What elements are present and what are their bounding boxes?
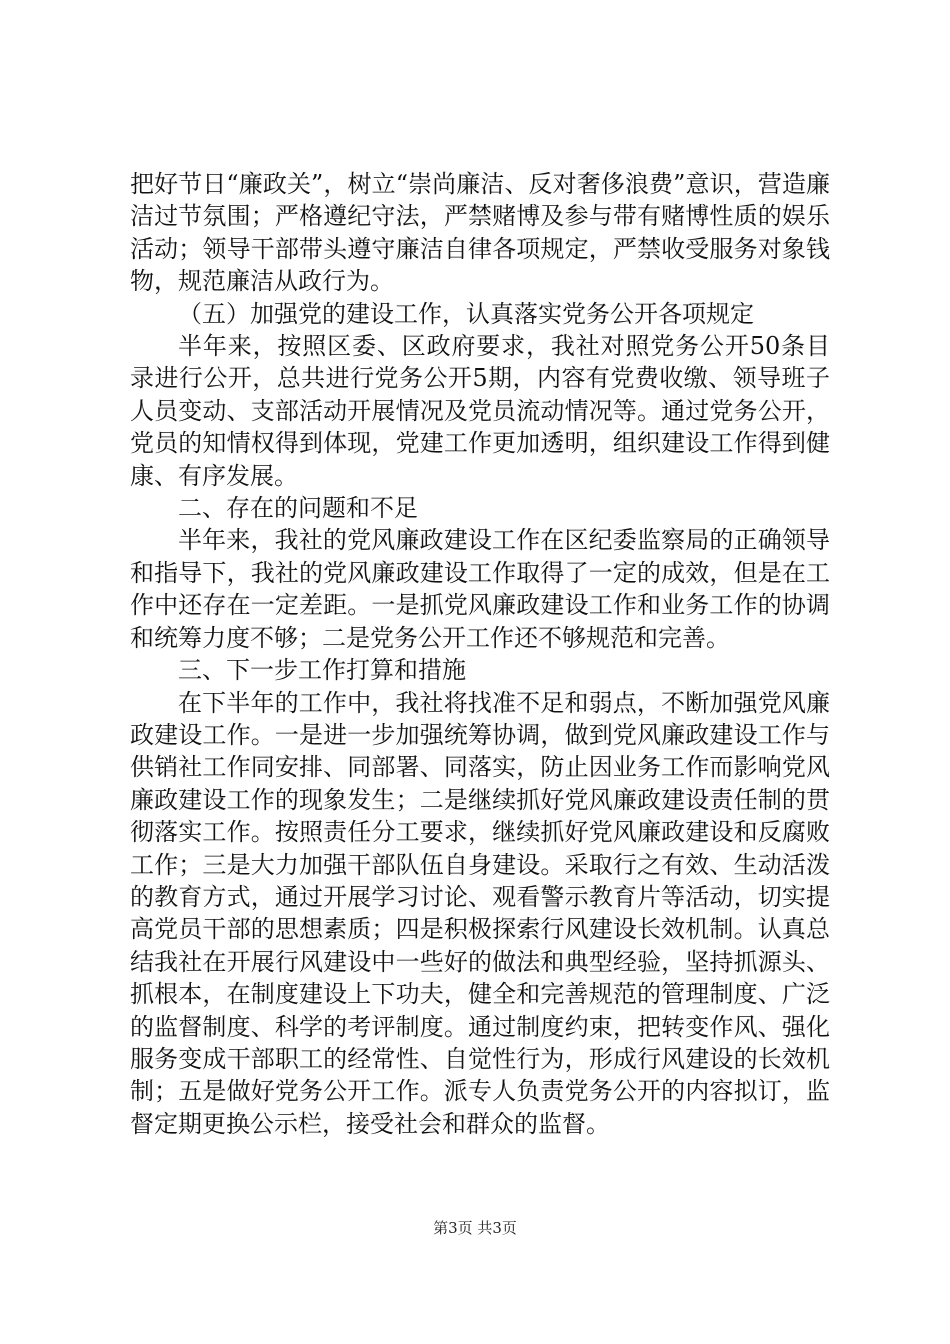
paragraph-problems: 半年来，我社的党风廉政建设工作在区纪委监察局的正确领导和指导下，我社的党风廉政建设工作取得了一定的成效，但是在工作中还存在一定差距。一是抓党风廉政建设工作和业务工作的协调和统筹力度不够；二是党务公开工作还不够规范和完善。 <box>130 526 830 652</box>
page-footer: 第3页 共3页 <box>433 1219 517 1237</box>
section-heading-next-steps: 三、下一步工作打算和措施 <box>178 656 466 685</box>
paragraph-next-steps: 在下半年的工作中，我社将找准不足和弱点，不断加强党风廉政建设工作。一是进一步加强统筹协调，做到党风廉政建设工作与供销社工作同安排、同部署、同落实，防止因业务工作而影响党风廉政建设工作的现象发生；二是继续抓好党风廉政建设责任制的贯彻落实工作。按照责任分工要求，继续抓好党风廉政建设和反腐败工作；三是大力加强干部队伍自身建设。采取行之有效、生动活泼的教育方式，通过开展学习讨论、观看警示教育片等活动，切实提高党员干部的思想素质；四是积极探索行风建设长效机制。认真总结我社在开展行风建设中一些好的做法和典型经验，坚持抓源头、抓根本，在制度建设上下功夫，健全和完善规范的管理制度、广泛的监督制度、科学的考评制度。通过制度约束，把转变作风、强化服务变成干部职工的经常性、自觉性行为，形成行风建设的长效机制；五是做好党务公开工作。派专人负责党务公开的内容拟订，监督定期更换公示栏，接受社会和群众的监督。 <box>130 688 830 1138</box>
paragraph-continuation: 把好节日“廉政关”，树立“崇尚廉洁、反对奢侈浪费”意识，营造廉洁过节氛围；严格遵纪守法，严禁赌博及参与带有赌博性质的娱乐活动；领导干部带头遵守廉洁自律各项规定，严禁收受服务对象钱物，规范廉洁从政行为。 <box>130 170 830 296</box>
section-heading-five: （五）加强党的建设工作，认真落实党务公开各项规定 <box>178 299 754 328</box>
section-heading-problems: 二、存在的问题和不足 <box>178 494 418 523</box>
document-body <box>130 168 830 1140</box>
paragraph-party-affairs: 半年来，按照区委、区政府要求，我社对照党务公开50条目录进行公开，总共进行党务公开5期，内容有党费收缴、领导班子人员变动、支部活动开展情况及党员流动情况等。通过党务公开，党员的知情权得到体现，党建工作更加透明，组织建设工作得到健康、有序发展。 <box>130 332 830 490</box>
